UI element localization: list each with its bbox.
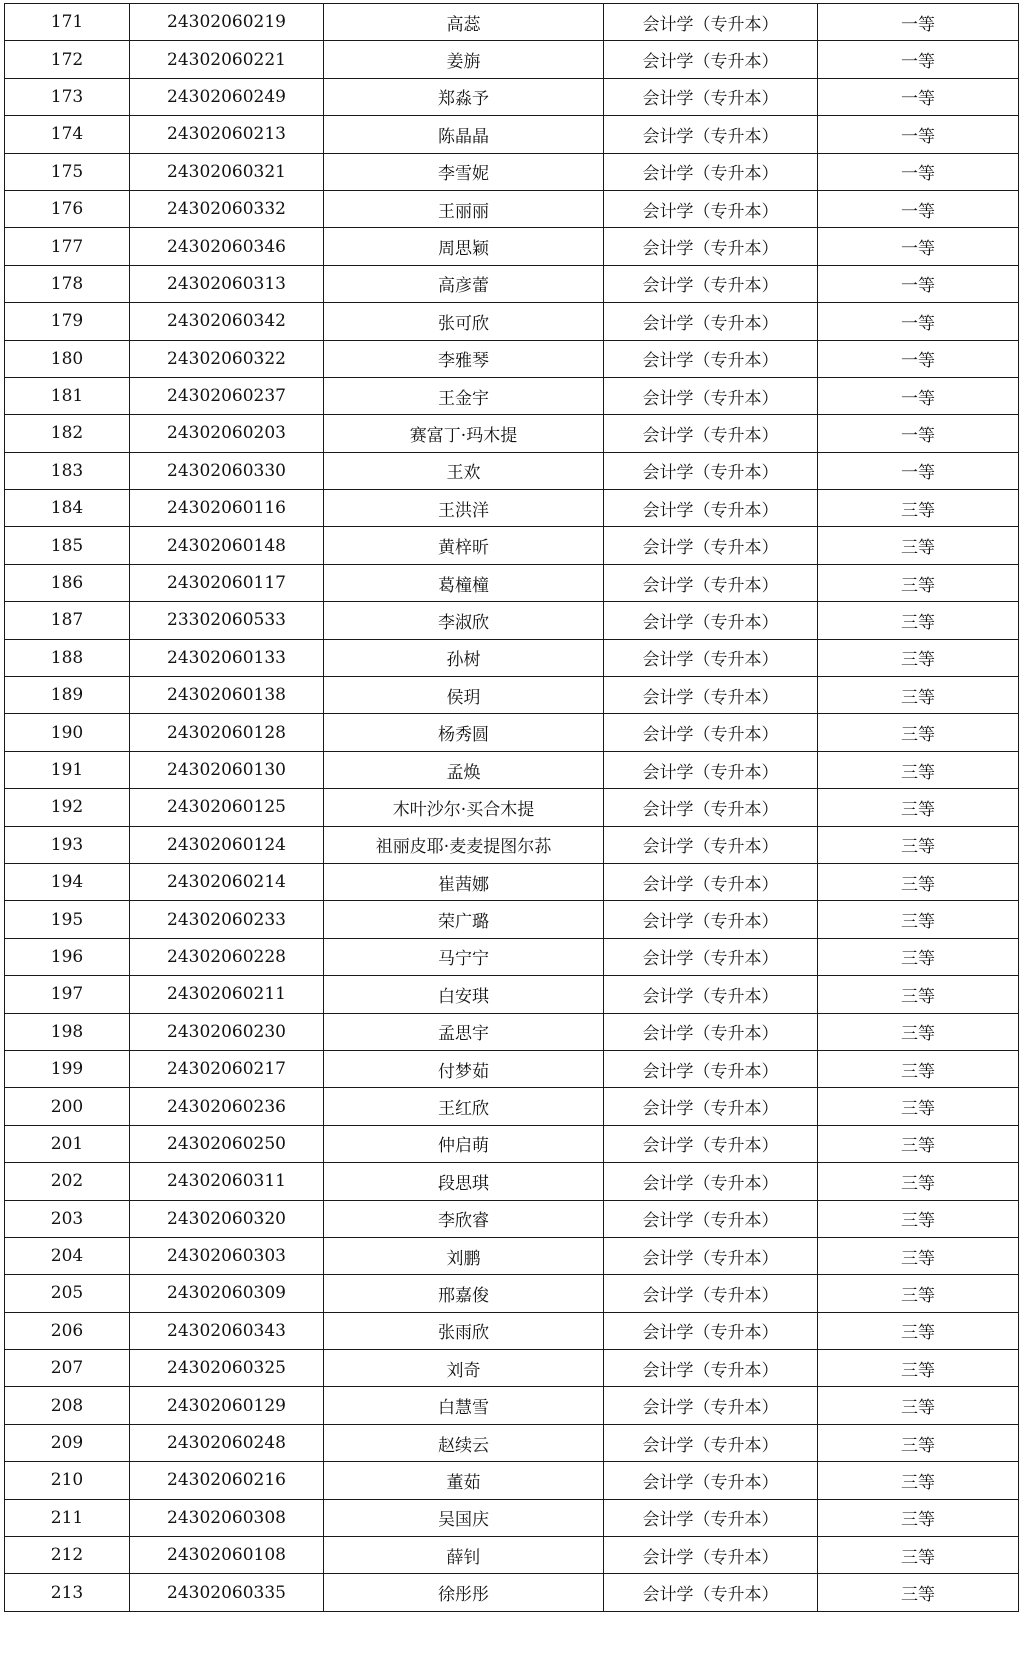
student-name-cell: 李淑欣 — [324, 602, 604, 639]
grade-cell: 一等 — [818, 265, 1019, 302]
table-row — [5, 1200, 1019, 1237]
major-cell: 会计学（专升本） — [604, 190, 818, 227]
seq-cell: 205 — [5, 1275, 130, 1312]
student-name-cell: 王红欣 — [324, 1088, 604, 1125]
grade-cell: 三等 — [818, 602, 1019, 639]
seq-cell: 178 — [5, 265, 130, 302]
table-row — [5, 677, 1019, 714]
student-name-cell: 邢嘉俊 — [324, 1275, 604, 1312]
student-name-cell: 杨秀圆 — [324, 714, 604, 751]
student-id-cell: 24302060330 — [130, 452, 324, 489]
grade-cell: 一等 — [818, 153, 1019, 190]
major-cell: 会计学（专升本） — [604, 1163, 818, 1200]
student-id-cell: 24302060217 — [130, 1050, 324, 1087]
major-cell: 会计学（专升本） — [604, 452, 818, 489]
major-cell: 会计学（专升本） — [604, 1050, 818, 1087]
seq-cell: 203 — [5, 1200, 130, 1237]
major-cell: 会计学（专升本） — [604, 1574, 818, 1611]
major-cell: 会计学（专升本） — [604, 938, 818, 975]
student-name-cell: 孟思宇 — [324, 1013, 604, 1050]
table-row — [5, 228, 1019, 265]
student-name-cell: 李欣睿 — [324, 1200, 604, 1237]
major-cell: 会计学（专升本） — [604, 265, 818, 302]
seq-cell: 175 — [5, 153, 130, 190]
student-name-cell: 侯玥 — [324, 677, 604, 714]
student-name-cell: 李雅琴 — [324, 340, 604, 377]
table-row — [5, 1574, 1019, 1611]
student-name-cell: 陈晶晶 — [324, 116, 604, 153]
major-cell: 会计学（专升本） — [604, 639, 818, 676]
student-name-cell: 付梦茹 — [324, 1050, 604, 1087]
major-cell: 会计学（专升本） — [604, 1237, 818, 1274]
grade-cell: 三等 — [818, 826, 1019, 863]
seq-cell: 212 — [5, 1537, 130, 1574]
seq-cell: 195 — [5, 901, 130, 938]
student-name-cell: 周思颖 — [324, 228, 604, 265]
table-row — [5, 1275, 1019, 1312]
major-cell: 会计学（专升本） — [604, 1350, 818, 1387]
major-cell: 会计学（专升本） — [604, 116, 818, 153]
student-name-cell: 白慧雪 — [324, 1387, 604, 1424]
roster-table-body — [5, 4, 1019, 1612]
student-id-cell: 24302060133 — [130, 639, 324, 676]
grade-cell: 三等 — [818, 1462, 1019, 1499]
student-name-cell: 王欢 — [324, 452, 604, 489]
grade-cell: 三等 — [818, 1200, 1019, 1237]
major-cell: 会计学（专升本） — [604, 490, 818, 527]
seq-cell: 189 — [5, 677, 130, 714]
grade-cell: 三等 — [818, 1088, 1019, 1125]
major-cell: 会计学（专升本） — [604, 602, 818, 639]
student-name-cell: 仲启萌 — [324, 1125, 604, 1162]
major-cell: 会计学（专升本） — [604, 377, 818, 414]
table-row — [5, 976, 1019, 1013]
major-cell: 会计学（专升本） — [604, 4, 818, 41]
grade-cell: 一等 — [818, 4, 1019, 41]
major-cell: 会计学（专升本） — [604, 1088, 818, 1125]
student-name-cell: 刘奇 — [324, 1350, 604, 1387]
major-cell: 会计学（专升本） — [604, 1499, 818, 1536]
seq-cell: 176 — [5, 190, 130, 227]
student-id-cell: 24302060130 — [130, 751, 324, 788]
grade-cell: 一等 — [818, 340, 1019, 377]
seq-cell: 190 — [5, 714, 130, 751]
seq-cell: 188 — [5, 639, 130, 676]
grade-cell: 三等 — [818, 1013, 1019, 1050]
student-name-cell: 高蕊 — [324, 4, 604, 41]
table-row — [5, 1088, 1019, 1125]
table-row — [5, 303, 1019, 340]
seq-cell: 198 — [5, 1013, 130, 1050]
major-cell: 会计学（专升本） — [604, 1200, 818, 1237]
major-cell: 会计学（专升本） — [604, 78, 818, 115]
grade-cell: 一等 — [818, 452, 1019, 489]
student-id-cell: 24302060237 — [130, 377, 324, 414]
grade-cell: 三等 — [818, 527, 1019, 564]
grade-cell: 一等 — [818, 116, 1019, 153]
seq-cell: 184 — [5, 490, 130, 527]
student-name-cell: 段思琪 — [324, 1163, 604, 1200]
seq-cell: 208 — [5, 1387, 130, 1424]
table-row — [5, 938, 1019, 975]
seq-cell: 204 — [5, 1237, 130, 1274]
grade-cell: 三等 — [818, 1163, 1019, 1200]
student-name-cell: 木叶沙尔·买合木提 — [324, 789, 604, 826]
student-id-cell: 24302060309 — [130, 1275, 324, 1312]
student-id-cell: 24302060124 — [130, 826, 324, 863]
major-cell: 会计学（专升本） — [604, 901, 818, 938]
student-id-cell: 24302060321 — [130, 153, 324, 190]
grade-cell: 三等 — [818, 1237, 1019, 1274]
grade-cell: 三等 — [818, 976, 1019, 1013]
grade-cell: 一等 — [818, 228, 1019, 265]
major-cell: 会计学（专升本） — [604, 1462, 818, 1499]
major-cell: 会计学（专升本） — [604, 677, 818, 714]
seq-cell: 172 — [5, 41, 130, 78]
seq-cell: 199 — [5, 1050, 130, 1087]
student-name-cell: 刘鹏 — [324, 1237, 604, 1274]
student-name-cell: 郑淼予 — [324, 78, 604, 115]
major-cell: 会计学（专升本） — [604, 1537, 818, 1574]
student-name-cell: 薛钊 — [324, 1537, 604, 1574]
grade-cell: 一等 — [818, 415, 1019, 452]
table-row — [5, 1462, 1019, 1499]
student-id-cell: 24302060213 — [130, 116, 324, 153]
table-row — [5, 901, 1019, 938]
table-row — [5, 490, 1019, 527]
major-cell: 会计学（专升本） — [604, 564, 818, 601]
table-row — [5, 452, 1019, 489]
seq-cell: 186 — [5, 564, 130, 601]
grade-cell: 三等 — [818, 1574, 1019, 1611]
table-row — [5, 1050, 1019, 1087]
table-row — [5, 78, 1019, 115]
table-row — [5, 527, 1019, 564]
seq-cell: 207 — [5, 1350, 130, 1387]
student-id-cell: 24302060342 — [130, 303, 324, 340]
student-name-cell: 孙树 — [324, 639, 604, 676]
table-row — [5, 116, 1019, 153]
table-row — [5, 153, 1019, 190]
student-id-cell: 24302060248 — [130, 1424, 324, 1461]
table-row — [5, 1163, 1019, 1200]
student-id-cell: 24302060308 — [130, 1499, 324, 1536]
major-cell: 会计学（专升本） — [604, 1387, 818, 1424]
major-cell: 会计学（专升本） — [604, 1013, 818, 1050]
seq-cell: 196 — [5, 938, 130, 975]
seq-cell: 193 — [5, 826, 130, 863]
student-id-cell: 24302060233 — [130, 901, 324, 938]
student-id-cell: 24302060325 — [130, 1350, 324, 1387]
seq-cell: 209 — [5, 1424, 130, 1461]
grade-cell: 三等 — [818, 677, 1019, 714]
student-id-cell: 24302060320 — [130, 1200, 324, 1237]
grade-cell: 一等 — [818, 41, 1019, 78]
table-row — [5, 1387, 1019, 1424]
student-id-cell: 24302060346 — [130, 228, 324, 265]
student-id-cell: 24302060108 — [130, 1537, 324, 1574]
seq-cell: 192 — [5, 789, 130, 826]
student-name-cell: 高彦蕾 — [324, 265, 604, 302]
seq-cell: 211 — [5, 1499, 130, 1536]
seq-cell: 185 — [5, 527, 130, 564]
table-row — [5, 714, 1019, 751]
table-row — [5, 1537, 1019, 1574]
table-row — [5, 265, 1019, 302]
major-cell: 会计学（专升本） — [604, 228, 818, 265]
student-id-cell: 24302060216 — [130, 1462, 324, 1499]
student-name-cell: 姜旃 — [324, 41, 604, 78]
table-row — [5, 1237, 1019, 1274]
student-id-cell: 24302060116 — [130, 490, 324, 527]
seq-cell: 177 — [5, 228, 130, 265]
table-row — [5, 4, 1019, 41]
student-name-cell: 张可欣 — [324, 303, 604, 340]
table-row — [5, 415, 1019, 452]
table-row — [5, 602, 1019, 639]
grade-cell: 三等 — [818, 751, 1019, 788]
student-id-cell: 24302060250 — [130, 1125, 324, 1162]
major-cell: 会计学（专升本） — [604, 789, 818, 826]
student-name-cell: 黄梓昕 — [324, 527, 604, 564]
student-id-cell: 24302060148 — [130, 527, 324, 564]
grade-cell: 三等 — [818, 1499, 1019, 1536]
grade-cell: 三等 — [818, 1125, 1019, 1162]
student-id-cell: 24302060230 — [130, 1013, 324, 1050]
grade-cell: 三等 — [818, 1050, 1019, 1087]
grade-cell: 三等 — [818, 1537, 1019, 1574]
student-name-cell: 赛富丁·玛木提 — [324, 415, 604, 452]
student-name-cell: 荣广璐 — [324, 901, 604, 938]
grade-cell: 三等 — [818, 564, 1019, 601]
student-id-cell: 24302060313 — [130, 265, 324, 302]
student-name-cell: 吴国庆 — [324, 1499, 604, 1536]
student-name-cell: 马宁宁 — [324, 938, 604, 975]
student-id-cell: 24302060332 — [130, 190, 324, 227]
seq-cell: 206 — [5, 1312, 130, 1349]
student-id-cell: 24302060128 — [130, 714, 324, 751]
seq-cell: 181 — [5, 377, 130, 414]
grade-cell: 三等 — [818, 1312, 1019, 1349]
grade-cell: 一等 — [818, 303, 1019, 340]
grade-cell: 三等 — [818, 1275, 1019, 1312]
table-row — [5, 1424, 1019, 1461]
student-id-cell: 24302060311 — [130, 1163, 324, 1200]
student-id-cell: 24302060228 — [130, 938, 324, 975]
seq-cell: 194 — [5, 863, 130, 900]
grade-cell: 三等 — [818, 863, 1019, 900]
seq-cell: 180 — [5, 340, 130, 377]
seq-cell: 171 — [5, 4, 130, 41]
student-id-cell: 24302060249 — [130, 78, 324, 115]
table-row — [5, 826, 1019, 863]
table-row — [5, 751, 1019, 788]
grade-cell: 三等 — [818, 1424, 1019, 1461]
table-row — [5, 1312, 1019, 1349]
student-name-cell: 白安琪 — [324, 976, 604, 1013]
seq-cell: 202 — [5, 1163, 130, 1200]
student-id-cell: 24302060322 — [130, 340, 324, 377]
student-name-cell: 赵续云 — [324, 1424, 604, 1461]
student-id-cell: 24302060117 — [130, 564, 324, 601]
table-row — [5, 863, 1019, 900]
student-name-cell: 董茹 — [324, 1462, 604, 1499]
table-row — [5, 564, 1019, 601]
student-name-cell: 王洪洋 — [324, 490, 604, 527]
major-cell: 会计学（专升本） — [604, 415, 818, 452]
student-id-cell: 24302060125 — [130, 789, 324, 826]
student-id-cell: 24302060303 — [130, 1237, 324, 1274]
table-row — [5, 1350, 1019, 1387]
seq-cell: 200 — [5, 1088, 130, 1125]
major-cell: 会计学（专升本） — [604, 751, 818, 788]
grade-cell: 三等 — [818, 714, 1019, 751]
major-cell: 会计学（专升本） — [604, 1312, 818, 1349]
table-row — [5, 639, 1019, 676]
student-name-cell: 崔茜娜 — [324, 863, 604, 900]
table-row — [5, 789, 1019, 826]
grade-cell: 三等 — [818, 1387, 1019, 1424]
grade-cell: 三等 — [818, 789, 1019, 826]
seq-cell: 179 — [5, 303, 130, 340]
student-name-cell: 王金宇 — [324, 377, 604, 414]
seq-cell: 197 — [5, 976, 130, 1013]
student-id-cell: 24302060343 — [130, 1312, 324, 1349]
grade-cell: 三等 — [818, 1350, 1019, 1387]
table-row — [5, 1499, 1019, 1536]
major-cell: 会计学（专升本） — [604, 153, 818, 190]
grade-cell: 一等 — [818, 78, 1019, 115]
table-row — [5, 1013, 1019, 1050]
student-id-cell: 24302060236 — [130, 1088, 324, 1125]
document-page — [4, 3, 1018, 1612]
table-row — [5, 1125, 1019, 1162]
grade-cell: 一等 — [818, 190, 1019, 227]
seq-cell: 210 — [5, 1462, 130, 1499]
grade-cell: 三等 — [818, 901, 1019, 938]
major-cell: 会计学（专升本） — [604, 527, 818, 564]
seq-cell: 174 — [5, 116, 130, 153]
grade-cell: 三等 — [818, 938, 1019, 975]
major-cell: 会计学（专升本） — [604, 303, 818, 340]
major-cell: 会计学（专升本） — [604, 1424, 818, 1461]
major-cell: 会计学（专升本） — [604, 714, 818, 751]
scholarship-roster-table — [4, 3, 1019, 1612]
student-name-cell: 李雪妮 — [324, 153, 604, 190]
table-row — [5, 190, 1019, 227]
student-name-cell: 祖丽皮耶·麦麦提图尔荪 — [324, 826, 604, 863]
major-cell: 会计学（专升本） — [604, 1125, 818, 1162]
student-name-cell: 葛橦橦 — [324, 564, 604, 601]
major-cell: 会计学（专升本） — [604, 976, 818, 1013]
table-row — [5, 41, 1019, 78]
seq-cell: 213 — [5, 1574, 130, 1611]
grade-cell: 三等 — [818, 490, 1019, 527]
student-name-cell: 徐彤彤 — [324, 1574, 604, 1611]
major-cell: 会计学（专升本） — [604, 340, 818, 377]
seq-cell: 173 — [5, 78, 130, 115]
student-id-cell: 23302060533 — [130, 602, 324, 639]
table-row — [5, 377, 1019, 414]
grade-cell: 三等 — [818, 639, 1019, 676]
seq-cell: 183 — [5, 452, 130, 489]
student-id-cell: 24302060203 — [130, 415, 324, 452]
seq-cell: 191 — [5, 751, 130, 788]
student-name-cell: 王丽丽 — [324, 190, 604, 227]
student-name-cell: 张雨欣 — [324, 1312, 604, 1349]
student-id-cell: 24302060214 — [130, 863, 324, 900]
grade-cell: 一等 — [818, 377, 1019, 414]
student-id-cell: 24302060129 — [130, 1387, 324, 1424]
student-name-cell: 孟焕 — [324, 751, 604, 788]
seq-cell: 201 — [5, 1125, 130, 1162]
major-cell: 会计学（专升本） — [604, 1275, 818, 1312]
student-id-cell: 24302060211 — [130, 976, 324, 1013]
student-id-cell: 24302060335 — [130, 1574, 324, 1611]
student-id-cell: 24302060138 — [130, 677, 324, 714]
seq-cell: 187 — [5, 602, 130, 639]
major-cell: 会计学（专升本） — [604, 863, 818, 900]
seq-cell: 182 — [5, 415, 130, 452]
student-id-cell: 24302060221 — [130, 41, 324, 78]
major-cell: 会计学（专升本） — [604, 41, 818, 78]
table-row — [5, 340, 1019, 377]
student-id-cell: 24302060219 — [130, 4, 324, 41]
major-cell: 会计学（专升本） — [604, 826, 818, 863]
